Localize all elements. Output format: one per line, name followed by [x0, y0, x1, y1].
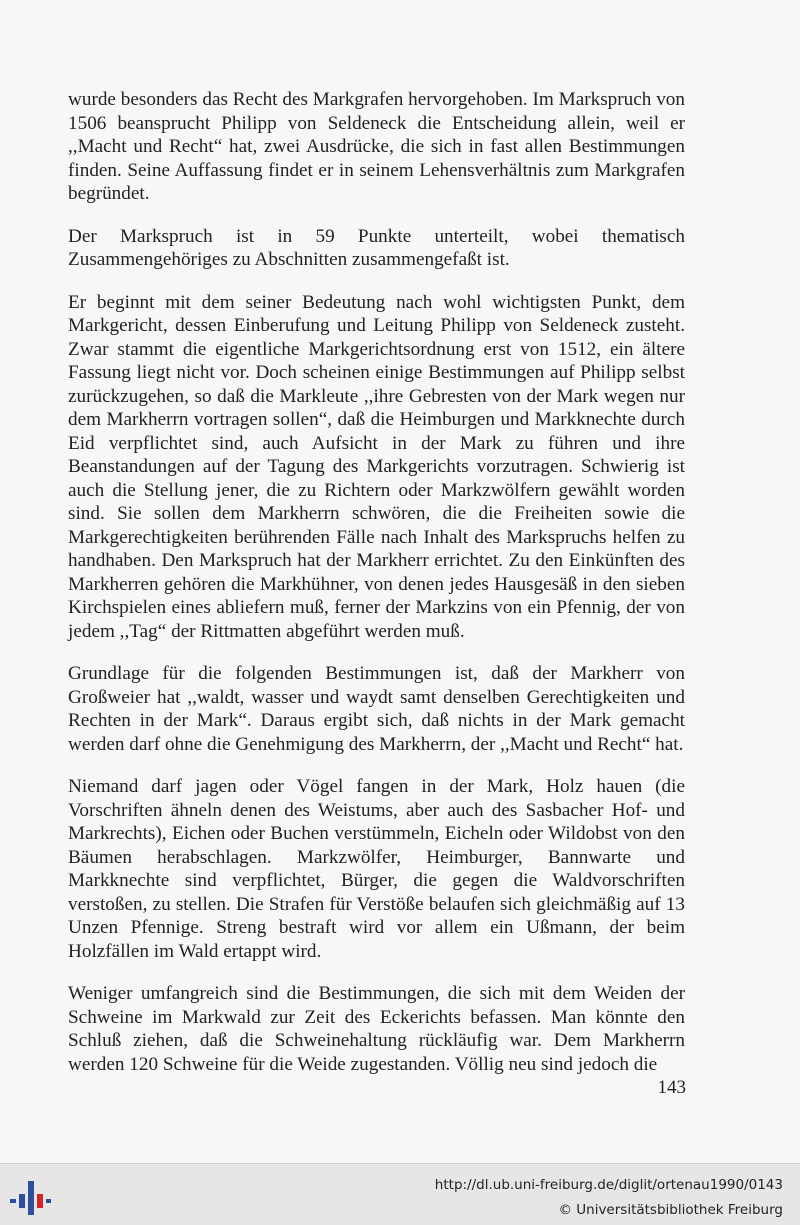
permalink-link[interactable]: http://dl.ub.uni-freiburg.de/diglit/ortenau1990/0143 [434, 1177, 783, 1193]
viewer-footer [0, 1163, 800, 1225]
paragraph: Niemand darf jagen oder Vögel fangen in der Mark, Holz hauen (die Vorschriften ähneln denen des Weistums, aber auch des Sasbacher Hof- und Markrechts), Eichen oder Buchen verstümmeln, Eicheln oder Wildobst von den Bäumen herabschlagen. Markzwölfer, Heimburger, Bannwarte und Markknechte sind verpflichtet, Bürger, die gegen die Waldvorschriften verstoßen, zu stellen. Die Strafen für Verstöße belaufen sich gleichmäßig auf 13 Unzen Pfennige. Streng bestraft wird vor allem ein Ußmann, der beim Holzfällen im Wald ertappt wird. [68, 776, 685, 962]
copyright-notice: © Universitätsbibliothek Freiburg [558, 1202, 783, 1218]
body-text [68, 88, 685, 1095]
paragraph: Der Markspruch ist in 59 Punkte unterteilt, wobei thematisch Zusammengehöriges zu Abschnitten zusammengefaßt ist. [68, 225, 685, 270]
paragraph: Grundlage für die folgenden Bestimmungen ist, daß der Markherr von Großweier hat ,,waldt, wasser und waydt samt denselben Gerechtigkeiten und Rechten in der Mark“. Daraus ergibt sich, daß nichts in der Mark gemacht werden darf ohne die Genehmigung des Markherrn, der ,,Macht und Recht“ hat. [68, 663, 685, 755]
paragraph: wurde besonders das Recht des Markgrafen hervorgehoben. Im Markspruch von 1506 beansprucht Philipp von Seldeneck die Entscheidung allein, weil er ,,Macht und Recht“ hat, zwei Ausdrücke, die sich in fast allen Bestimmungen finden. Seine Auffassung findet er in seinem Lehensverhältnis zum Markgrafen begründet. [68, 89, 685, 204]
page-number: 143 [657, 1077, 686, 1098]
ub-freiburg-logo-icon [8, 1177, 52, 1217]
paragraph: Er beginnt mit dem seiner Bedeutung nach wohl wichtigsten Punkt, dem Markgericht, dessen Einberufung und Leitung Philipp von Seldeneck zusteht. Zwar stammt die eigentliche Markgerichtsordnung erst von 1512, ein ältere Fassung liegt nicht vor. Doch scheinen einige Bestimmungen auf Philipp selbst zurückzugehen, so daß die Markleute ,,ihre Gebresten von der Mark wegen nur dem Markherrn vortragen sollen“, daß die Heimburgen und Markknechte durch Eid verpflichtet sind, auch Aufsicht in der Mark zu führen und ihre Beanstandungen auf der Tagung des Markgerichts vorzutragen. Schwierig ist auch die Stellung jener, die zu Richtern oder Markzwölfern gewählt worden sind. Sie sollen dem Markherrn schwören, die die Freiheiten sowie die Markgerechtigkeiten berührenden Fälle nach Inhalt des Markspruchs helfen zu handhaben. Den Markspruch hat der Markherr errichtet. Zu den Einkünften des Markherren gehören die Markhühner, von denen jedes Hausgesäß in den sieben Kirchspielen eines abliefern muß, ferner der Markzins von ein Pfennig, der von jedem ,,Tag“ der Rittmatten abgeführt werden muß. [68, 291, 685, 642]
paragraph: Weniger umfangreich sind die Bestimmungen, die sich mit dem Weiden der Schweine im Markwald zur Zeit des Eckerichts befassen. Man könnte den Schluß ziehen, daß die Schweinehaltung rückläufig war. Dem Markherrn werden 120 Schweine für die Weide zugestanden. Völlig neu sind jedoch die [68, 983, 685, 1075]
